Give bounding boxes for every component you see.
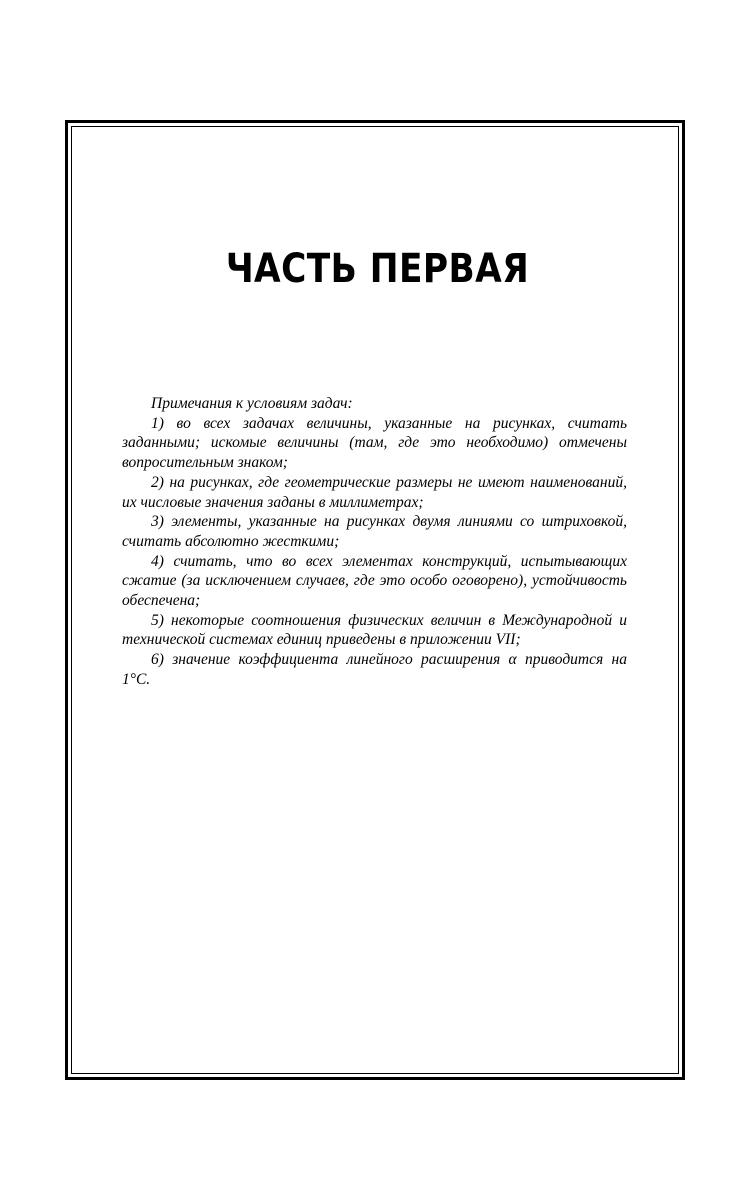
note-item-1: 1) во всех задачах величины, указанные на рисунках, считать заданными; искомые величины (там, где это необходимо) отмечены вопросительным знаком; [122, 414, 627, 472]
notes-block [122, 394, 627, 690]
note-item-2: 2) на рисунках, где геометрические размеры не имеют наименований, их числовые значения заданы в миллиметрах; [122, 473, 627, 511]
note-item-5: 5) некоторые соотношения физических величин в Международной и технической системах единиц приведены в приложении VII; [122, 611, 627, 649]
note-item-3: 3) элементы, указанные на рисунках двумя линиями со штриховкой, считать абсолютно жесткими; [122, 513, 627, 550]
notes-heading: Примечания к условиям задач: [151, 395, 353, 412]
part-title: ЧАСТЬ ПЕРВАЯ [225, 246, 530, 292]
note-item-4: 4) считать, что во всех элементах конструкций, испытывающих сжатие (за исключением случаев, где это особо оговорено), устойчивость обеспечена; [122, 552, 627, 610]
note-item-6: 6) значение коэффициента линейного расширения α приводится на 1°C. [122, 651, 627, 688]
